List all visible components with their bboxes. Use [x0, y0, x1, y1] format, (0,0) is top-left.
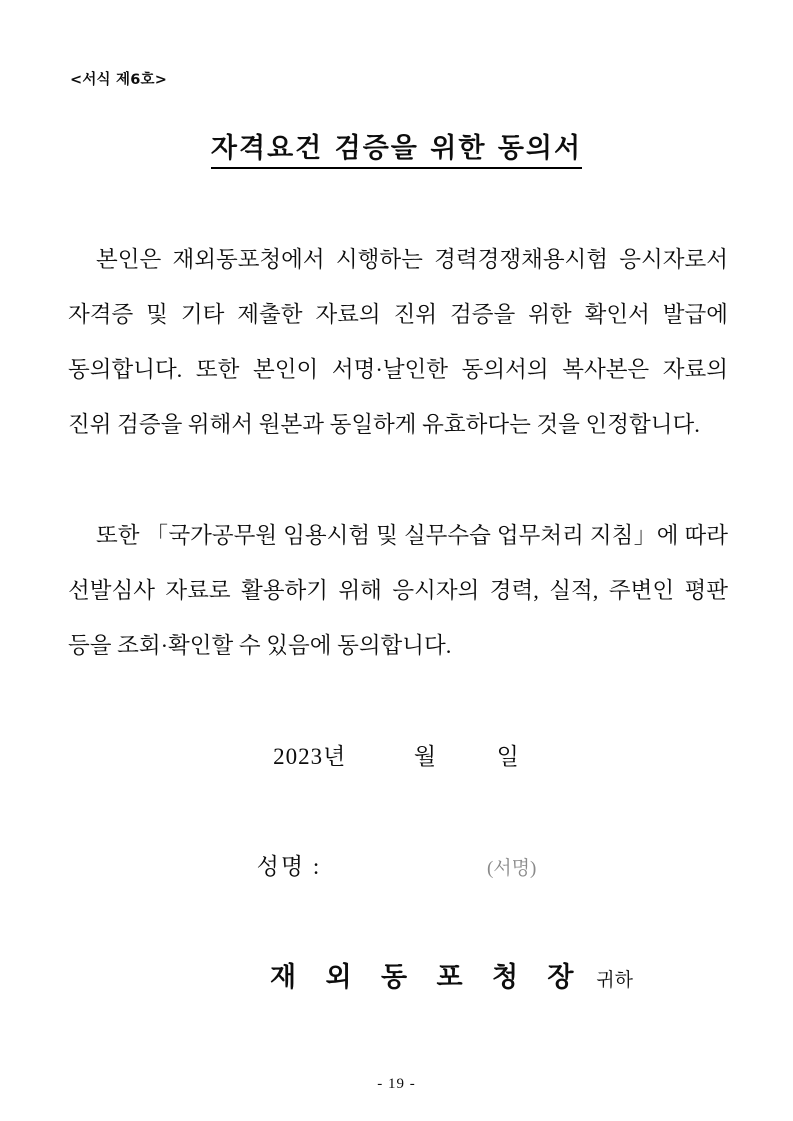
signature-line — [0, 848, 793, 881]
form-code-label: <서식 제6호> — [70, 72, 168, 88]
recipient-line — [0, 955, 793, 994]
signature-hint: (서명) — [486, 858, 537, 879]
recipient-organization: 재 외 동 포 청 장 — [270, 962, 584, 993]
date-month: 월 — [413, 744, 438, 769]
page-number: - 19 - — [377, 1076, 416, 1092]
consent-paragraph-1: 본인은 재외동포청에서 시행하는 경력경쟁채용시험 응시자로서 자격증 및 기타 제출한 자료의 진위 검증을 위한 확인서 발급에 동의합니다. 또한 본인이 서명·날인한 동의서의 복사본은 자료의 진위 검증을 위해서 원본과 동일하게 유효하다는 것을 인정합니다. — [68, 247, 728, 437]
date-day: 일 — [496, 744, 520, 769]
signature-label: 성명 : — [256, 854, 322, 879]
page-title-text: 자격요건 검증을 위한 동의서 — [211, 133, 582, 169]
consent-paragraph-2: 또한 「국가공무원 임용시험 및 실무수습 업무처리 지침」에 따라 선발심사 자료로 활용하기 위해 응시자의 경력, 실적, 주변인 평판 등을 조회·확인할 수 있음에 동의합니다. — [68, 523, 728, 658]
date-year: 2023년 — [273, 744, 347, 769]
recipient-honorific: 귀하 — [596, 970, 633, 991]
date-line — [0, 738, 793, 771]
page-title — [0, 126, 793, 165]
